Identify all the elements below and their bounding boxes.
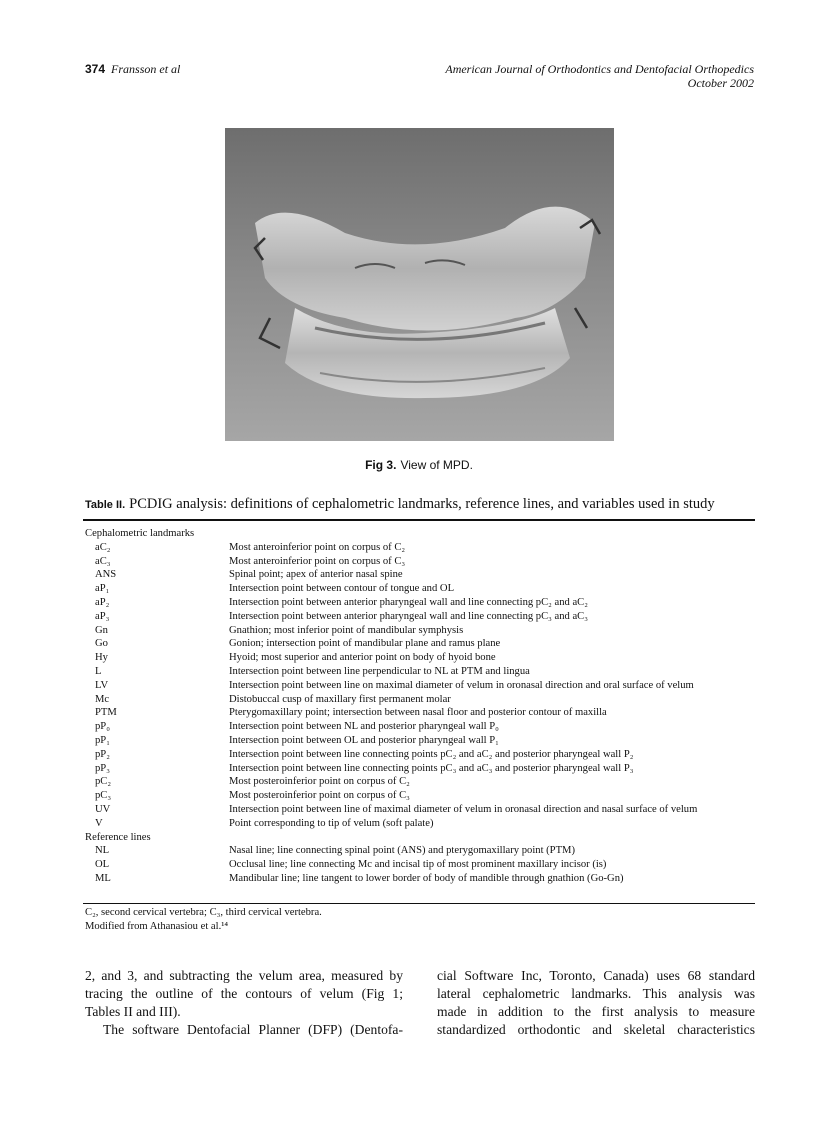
table-row [85, 651, 755, 665]
definition: Most anteroinferior point on corpus of C₂ [229, 541, 406, 553]
table-row [85, 762, 755, 776]
table-row [85, 568, 755, 582]
table-title-text: PCDIG analysis: definitions of cephalometric landmarks, reference lines, and variables used in study [129, 496, 715, 512]
section-heading-text: Cephalometric landmarks [85, 528, 195, 539]
term: NL [95, 845, 110, 857]
body-line: lateral cephalometric landmarks. This analysis was [437, 986, 755, 1001]
body-column-left [85, 967, 403, 1039]
term: L [95, 665, 102, 677]
definition: Intersection point between anterior pharyngeal wall and line connecting pC₃ and aC₃ [229, 610, 588, 622]
table-row [85, 844, 755, 858]
definition: Intersection point between OL and posterior pharyngeal wall P₁ [229, 734, 499, 746]
term: ANS [95, 569, 117, 581]
term: aP₃ [95, 610, 110, 622]
term: LV [95, 679, 109, 691]
running-header-left [85, 62, 180, 77]
table-row [85, 624, 755, 638]
definition: Intersection point between NL and posterior pharyngeal wall P₀ [229, 721, 499, 733]
term: aP₂ [95, 596, 110, 608]
figure-label: Fig 3. [365, 458, 397, 472]
term: Mc [95, 693, 110, 705]
table-row [85, 610, 755, 624]
term: pC₃ [95, 790, 112, 802]
body-line: 2, and 3, and subtracting the velum area, measured by [85, 968, 403, 983]
term: Hy [95, 652, 108, 664]
body-line: The software Dentofacial Planner (DFP) (Dentofa- [103, 1022, 403, 1037]
table-row [85, 582, 755, 596]
table-row [85, 734, 755, 748]
definitions-table [85, 527, 755, 886]
body-line: Tables II and III). [85, 1004, 181, 1019]
table-row [85, 679, 755, 693]
definition: Most posteroinferior point on corpus of C₃ [229, 790, 410, 802]
definition: Intersection point between contour of tongue and OL [229, 583, 455, 595]
table-section-heading [85, 527, 755, 541]
definition: Mandibular line; line tangent to lower border of body of mandible through gnathion (Go-Gn) [229, 872, 624, 884]
term: Go [95, 638, 108, 650]
journal-issue: October 2002 [687, 76, 754, 90]
body-line: cial Software Inc, Toronto, Canada) uses 68 standard [437, 968, 755, 983]
section-heading-text: Reference lines [85, 831, 151, 843]
table-title [85, 496, 715, 513]
table-footnote: C₂, second cervical vertebra; C₃, third cervical vertebra. [85, 907, 322, 918]
table-row [85, 637, 755, 651]
term: V [95, 817, 103, 829]
definition: Gnathion; most inferior point of mandibular symphysis [229, 624, 464, 636]
term: UV [95, 803, 111, 815]
running-header-right [445, 62, 754, 90]
table-row [85, 803, 755, 817]
term: pP₀ [95, 721, 110, 733]
table-row [85, 555, 755, 569]
table-top-rule [83, 519, 755, 521]
term: PTM [95, 707, 117, 719]
definition: Intersection point between line connecting points pC₂ and aC₂ and posterior pharyngeal wall P₂ [229, 748, 634, 760]
term: Gn [95, 624, 108, 636]
body-line: standardized orthodontic and skeletal characteristics [437, 1022, 755, 1037]
term: pC₂ [95, 776, 112, 788]
table-row [85, 706, 755, 720]
definition: Intersection point between line of maximal diameter of velum in oronasal direction and nasal surface of velum [229, 803, 698, 815]
term: aP₁ [95, 583, 110, 595]
term: pP₂ [95, 748, 110, 760]
table-row [85, 541, 755, 555]
table-row [85, 817, 755, 831]
definition: Occlusal line; line connecting Mc and incisal tip of most prominent maxillary incisor (is) [229, 859, 607, 871]
authors: Fransson et al [111, 62, 181, 76]
page-number: 374 [85, 62, 106, 76]
table-row [85, 789, 755, 803]
table-section-heading [85, 831, 755, 845]
definition: Point corresponding to tip of velum (soft palate) [229, 817, 434, 829]
figure-photo-mpd-appliance [225, 128, 614, 441]
term: pP₃ [95, 762, 110, 774]
definition: Intersection point between line perpendicular to NL at PTM and lingua [229, 665, 530, 677]
table-row [85, 858, 755, 872]
term: aC₂ [95, 541, 111, 553]
journal-name: American Journal of Orthodontics and Dentofacial Orthopedics [445, 62, 754, 76]
term: OL [95, 859, 110, 871]
term: pP₁ [95, 734, 110, 746]
body-column-right [437, 967, 755, 1039]
table-row [85, 720, 755, 734]
table-footnote: Modified from Athanasiou et al.¹⁴ [85, 921, 229, 932]
term: aC₃ [95, 555, 111, 567]
definition: Gonion; intersection point of mandibular plane and ramus plane [229, 638, 501, 650]
definition: Hyoid; most superior and anterior point on body of hyoid bone [229, 652, 496, 664]
figure-caption [0, 458, 838, 472]
figure-caption-text: View of MPD. [400, 458, 473, 472]
table-row [85, 693, 755, 707]
definition: Intersection point between line connecting points pC₃ and aC₃ and posterior pharyngeal wall P₃ [229, 762, 634, 774]
definition: Most posteroinferior point on corpus of C₂ [229, 776, 410, 788]
definition: Intersection point between line on maximal diameter of velum in oronasal direction and oral surface of velum [229, 679, 694, 691]
body-line: tracing the outline of the contours of velum (Fig 1; [85, 986, 403, 1001]
table-row [85, 775, 755, 789]
definition: Distobuccal cusp of maxillary first permanent molar [229, 693, 451, 705]
table-row [85, 872, 755, 886]
definition: Pterygomaxillary point; intersection between nasal floor and posterior contour of maxilla [229, 707, 607, 719]
definition: Nasal line; line connecting spinal point (ANS) and pterygomaxillary point (PTM) [229, 845, 575, 857]
table-row [85, 665, 755, 679]
table-label: Table II. [85, 499, 126, 511]
table-row [85, 596, 755, 610]
definition: Intersection point between anterior pharyngeal wall and line connecting pC₂ and aC₂ [229, 596, 588, 608]
term: ML [95, 872, 111, 884]
table-row [85, 748, 755, 762]
definition: Spinal point; apex of anterior nasal spine [229, 569, 403, 581]
definition: Most anteroinferior point on corpus of C₃ [229, 555, 406, 567]
body-line: made in addition to the first analysis to measure [437, 1004, 755, 1019]
table-bottom-rule [83, 903, 755, 904]
